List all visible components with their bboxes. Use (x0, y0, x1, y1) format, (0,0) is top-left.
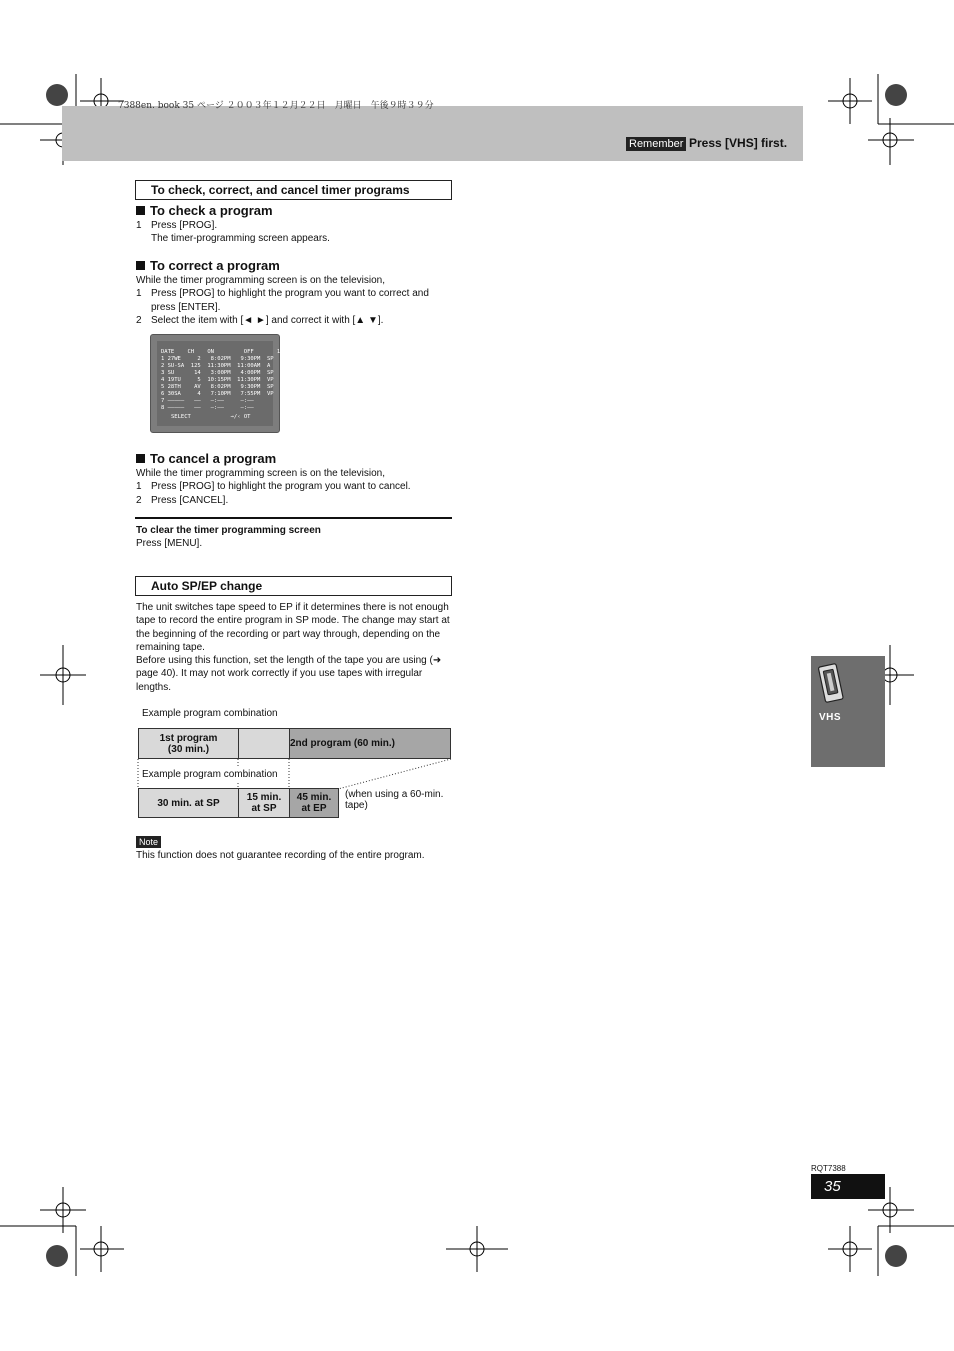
page-number: 35 (824, 1178, 841, 1195)
press-vhs-instruction: Press [VHS] first. (689, 136, 788, 150)
clear-screen-block: To clear the timer programming screen Press [MENU]. (136, 525, 321, 550)
side-tab-label: VHS (819, 712, 842, 723)
tv-row: 5 28TH AV 8:02PM 9:30PM SP (161, 384, 274, 390)
correct-steps: While the timer programming screen is on the television, 1 Press [PROG] to highlight the program you want to correct and press [ENTER]. 2 Select the item with [◄ ►] and correct it with [▲ ▼]. (136, 275, 429, 326)
document-code: RQT7388 (811, 1164, 846, 1173)
example-label-2: Example program combination (142, 769, 278, 780)
remember-badge: Remember (626, 137, 686, 151)
tv-row: 4 19TU 5 10:15PM 11:30PM VP (161, 377, 274, 383)
tv-row: 3 SU 14 3:00PM 4:00PM SP (161, 370, 274, 376)
segment-30-sp: 30 min. at SP (138, 788, 239, 818)
segment-45-ep: 45 min. at EP (289, 788, 339, 818)
heading-cancel-program: To cancel a program (136, 451, 276, 466)
page-number-box (811, 1174, 885, 1199)
auto-spep-paragraph1: The unit switches tape speed to EP if it determines there is not enough tape to record the entire program in SP mode. The change may start at the beginning of the recording or part way through, depending on the remaining tape. (136, 602, 450, 653)
print-slug: 7388en. book 35 ページ ２００３年１２月２２日 月曜日 午後９時３９分 (118, 101, 434, 111)
segment-15-sp: 15 min. at SP (238, 788, 290, 818)
tv-footer: SELECT →/‹ OT (171, 414, 251, 420)
tape-length-note: (when using a 60-min. tape) (345, 789, 444, 811)
tv-row: 8 ––––– –– –:–– –:–– (161, 405, 254, 411)
tv-header: DATE CH ON OFF 1/2 (161, 349, 287, 355)
program-2-block: 2nd program (60 min.) (289, 728, 451, 759)
heading-check-program: To check a program (136, 203, 273, 218)
note-badge: Note (136, 836, 161, 848)
auto-spep-paragraph2: Before using this function, set the length of the tape you are using (➜ page 40). It may not work correctly if you use tapes with irregular lengths. (136, 655, 442, 693)
example-label: Example program combination (142, 708, 278, 719)
tv-row: 2 SU-SA 125 11:30PM 11:00AM A (161, 363, 271, 369)
vhs-tape-icon (814, 662, 848, 706)
note-text: This function does not guarantee recording of the entire program. (136, 850, 425, 861)
cancel-steps: While the timer programming screen is on the television, 1 Press [PROG] to highlight the program you want to cancel. 2 Press [CANCEL]. (136, 468, 411, 506)
program-1-block: 1st program (30 min.) (138, 728, 239, 759)
check-steps: 1 Press [PROG]. The timer-programming screen appears. (136, 220, 330, 245)
section-title-timer: To check, correct, and cancel timer programs (135, 180, 452, 200)
tv-row: 6 30SA 4 7:10PM 7:55PM VP (161, 391, 274, 397)
tv-row: 7 ––––– –– –:–– –:–– (161, 398, 254, 404)
tv-row: 1 27WE 2 8:02PM 9:30PM SP (161, 356, 274, 362)
section-title-auto-spep: Auto SP/EP change (135, 576, 452, 596)
heading-correct-program: To correct a program (136, 258, 280, 273)
